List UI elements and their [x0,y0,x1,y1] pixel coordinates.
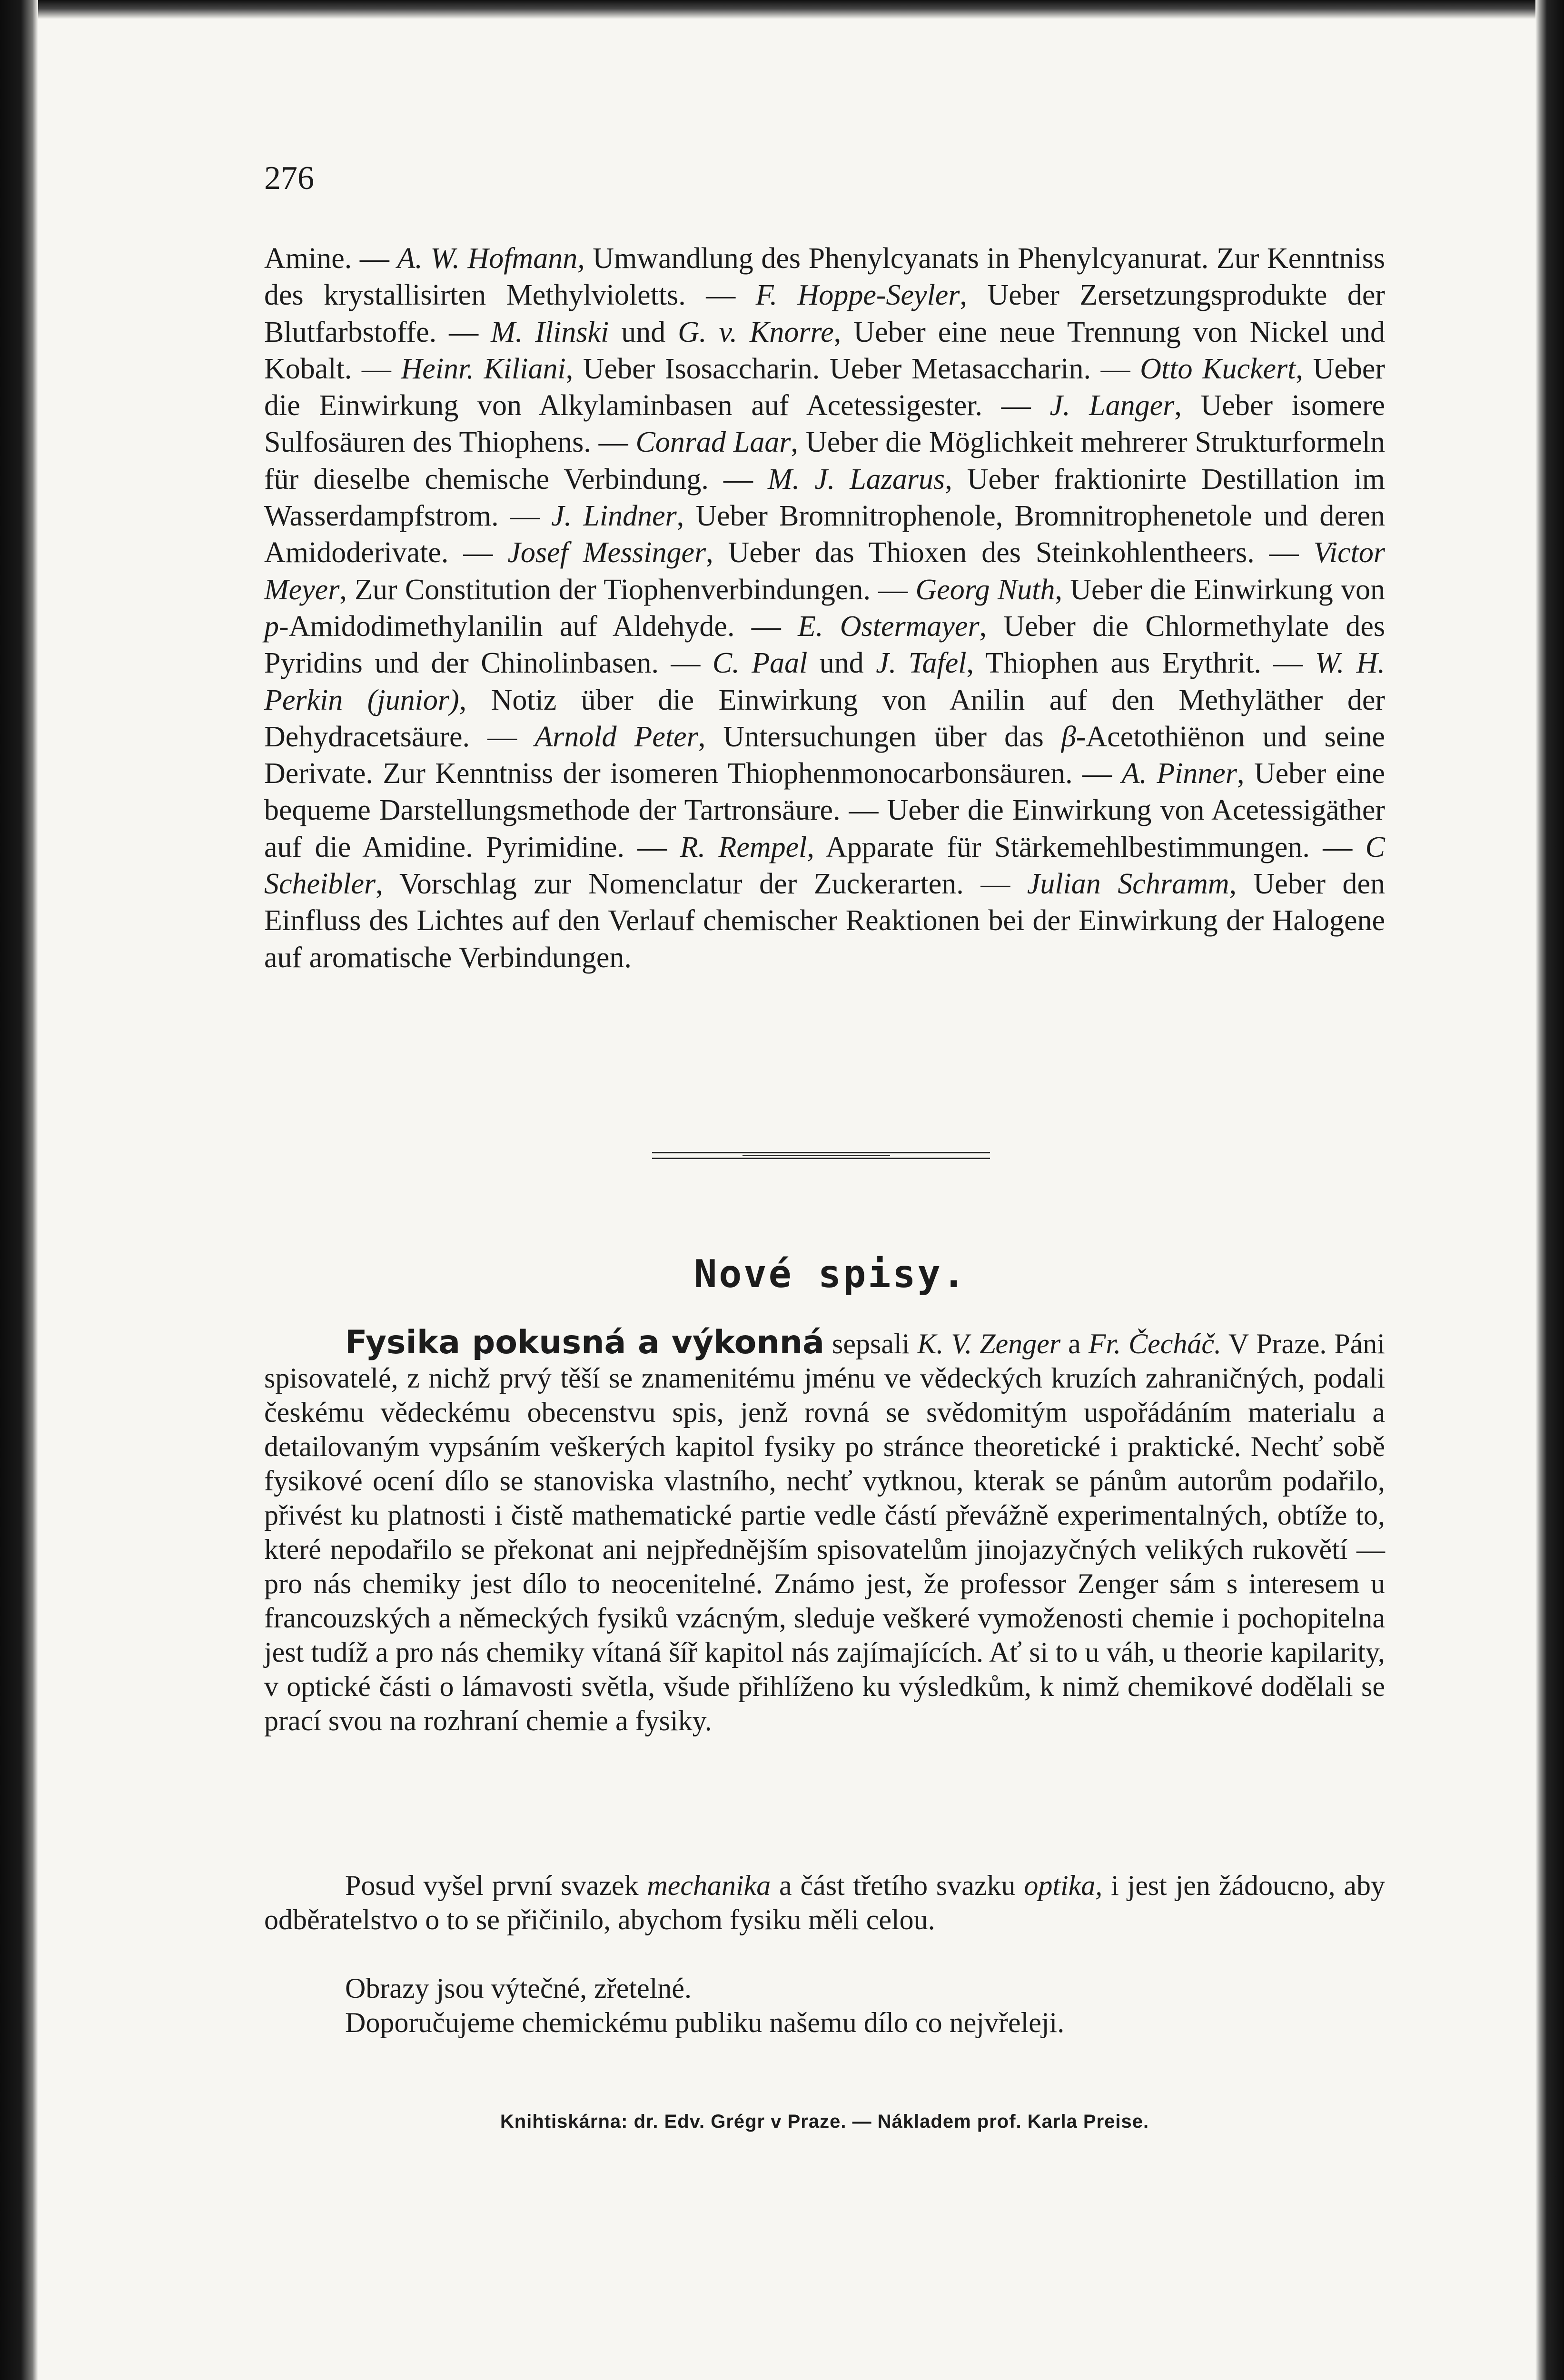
listing-text: und [609,316,678,348]
review-paragraph-volumes [264,1868,1385,1937]
listing-text: , Ueber die Chlormethylate des Pyridins und der Chinolinbasen. — [264,610,1385,680]
review-paragraph-recommendation: Doporučujeme chemickému publiku našemu dílo co nejvřeleji. [345,2007,1065,2038]
listing-author: F. Hoppe-Seyler [755,279,960,312]
author-cechac: Fr. Čecháč. [1088,1328,1221,1359]
divider-rule-top [652,1152,990,1153]
listing-text: , Vorschlag zur Nomenclatur der Zuckerarten. — [376,868,1027,901]
volumes-text-a: Posud vyšel první svazek [345,1870,647,1901]
page-number: 276 [264,160,314,197]
scan-shadow-left [0,0,38,2380]
listing-text: , Ueber eine bequeme Darstellungsmethode der Tartronsäure. — Ueber die Einwirkung von Acetessigäther auf die Amidine. Pyrimidine. — [264,757,1385,863]
listing-text: , Ueber isomere Sulfosäuren des Thiophens. — [264,389,1385,459]
divider-rule-middle [742,1155,890,1156]
listing-text: , Notiz über die Einwirkung von Anilin auf den Methyläther der Dehydracetsäure. — [264,684,1385,753]
listing-author: Otto Kuckert [1140,352,1296,385]
journal-listing-paragraph [264,240,1385,976]
listing-author: C Scheibler [264,831,1385,901]
divider-rule-bottom [652,1158,990,1159]
listing-text: , Ueber eine neue Trennung von Nickel und Kobalt. — [264,316,1386,385]
listing-author: A. W. Hofmann, [397,242,585,275]
listing-text: , Zur Constitution der Tiophenverbindungen. — [339,573,916,606]
listing-text: , Apparate für Stärkemehlbestimmungen. — [807,831,1366,863]
volume-mechanika: mechanika [647,1870,771,1901]
listing-author: β [1061,720,1076,753]
listing-text: Umwandlung des Phenylcyanats in Phenylcyanurat. Zur Kenntniss des krystallisirten Methylvioletts. — [264,242,1385,312]
listing-text: -Amidodimethylanilin auf Aldehyde. — [279,610,798,643]
listing-author: A. Pinner [1121,757,1237,790]
listing-author: Arnold Peter [535,720,698,753]
review-paragraph [264,1326,1385,1738]
listing-author: W. H. Perkin (junior) [264,647,1386,716]
listing-text: , Ueber die Einwirkung von Alkylaminbasen auf Acetessigester. — [264,352,1386,422]
listing-author: M. J. Lazarus [768,463,945,496]
listing-author: Josef Messinger [507,536,706,569]
listing-text: , Ueber Isosaccharin. Ueber Metasaccharin. — [565,352,1140,385]
listing-text: und [807,647,876,680]
section-heading: Nové spisy. [694,1252,967,1296]
listing-text: , Thiophen aus Erythrit. — [966,647,1315,680]
listing-author: Conrad Laar [635,426,791,459]
listing-author: Julian Schramm [1027,868,1229,901]
listing-author: Heinr. Kiliani [401,352,566,385]
listing-text: , Ueber die Einwirkung von [1055,573,1385,606]
volume-optika: optika, [1024,1870,1103,1901]
listing-text: , Ueber fraktionirte Destillation im Wasserdampfstrom. — [264,463,1385,533]
listing-text: , Ueber Zersetzungsprodukte der Blutfarbstoffe. — [264,279,1386,348]
listing-author: Georg Nuth [915,573,1055,606]
volumes-text-b: a část třetího svazku [771,1870,1024,1901]
listing-text: -Acetothiënon und seine Derivate. Zur Kenntniss der isomeren Thiophenmonocarbonsäuren. — [264,720,1385,790]
review-body: V Praze. Páni spisovatelé, z nichž prvý těší se znamenitému jménu ve vědeckých kruzích zahraničných, podali českému vědeckému obecenstvu spis, jenž rovná se svědomitým uspořádáním materialu a detailovaným vypsáním veškerých kapitol fysiky po stránce theoretické i praktické. Nechť sobě fysikové ocení dílo se stanoviska vlastního, nechť vytknou, kterak se pánům autorům podařilo, přivést ku platnosti i čistě mathematické partie vedle částí převážně experimentalných, obtíže to, které nepodařilo se překonat ani nejpřednějším spisovatelům jinojazyčných velikých rukovětí — pro nás chemiky jest dílo to neocenitelné. Známo jest, že professor Zenger sám s interesem u francouzských a německých fysiků vzácným, sleduje veškeré vymoženosti chemie i pochopitelna jest tudíž a pro nás chemiky vítaná šíř kapitol nás zajímajících. Ať si to u váh, u theorie kapilarity, v optické části o lámavosti světla, všude přihlíženo ku výsledkům, k nimž chemikové dodělali se prací svou na rozhraní chemie a fysiky. [264,1328,1385,1736]
listing-author: Victor Meyer [264,536,1386,606]
listing-text: , Ueber den Einfluss des Lichtes auf den Verlauf chemischer Reaktionen bei der Einwirkung der Halogene auf aromatische Verbindungen. [264,868,1385,974]
review-paragraph-images: Obrazy jsou výtečné, zřetelné. [345,1973,692,2004]
listing-author: J. Lindner [551,500,677,533]
listing-author: R. Rempel [680,831,807,863]
listing-text: , Untersuchungen über das [698,720,1061,753]
compiled-by-text: sepsali [824,1328,918,1359]
listing-text: , Ueber das Thioxen des Steinkohlentheers. — [706,536,1314,569]
scan-shadow-top [0,0,1564,19]
listing-author: C. Paal [712,647,808,680]
listing-text: , Ueber Bromnitrophenole, Bromnitrophenetole und deren Amidoderivate. — [264,500,1386,569]
listing-text: , Ueber die Möglichkeit mehrerer Strukturformeln für dieselbe chemische Verbindung. — [264,426,1386,496]
author-zenger: K. V. Zenger [917,1328,1061,1359]
volumes-text-c: i jest jen žádoucno, aby odběratelstvo o to se přičinilo, abychom fysiku měli celou. [264,1870,1385,1935]
book-title: Fysika pokusná a výkonná [345,1324,825,1361]
listing-author: M. Ilinski [491,316,609,348]
author-conjunction: a [1060,1328,1089,1359]
listing-author: E. Ostermayer [798,610,980,643]
listing-author: G. v. Knorre [678,316,834,348]
listing-author: p [264,610,279,643]
listing-author: J. Langer [1049,389,1175,422]
scan-shadow-right [1535,0,1564,2380]
printer-colophon: Knihtiskárna: dr. Edv. Grégr v Praze. — Nákladem prof. Karla Preise. [500,2111,1149,2132]
listing-author: J. Tafel [876,647,967,680]
listing-text: Amine. — [264,242,397,275]
